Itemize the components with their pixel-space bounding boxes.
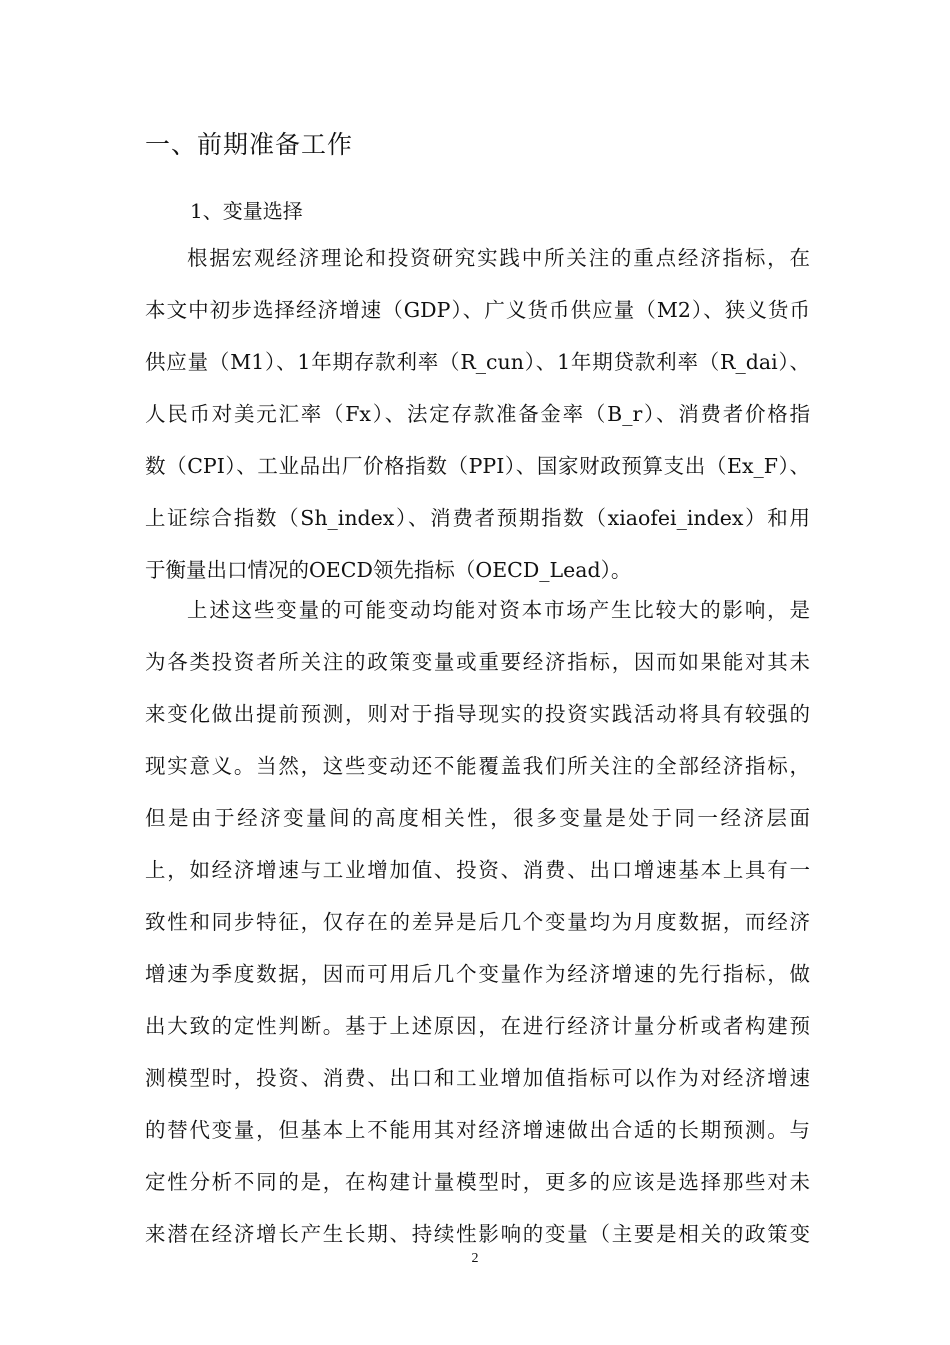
paragraph-line: 人民币对美元汇率（Fx）、法定存款准备金率（B_r）、消费者价格指 xyxy=(145,402,810,426)
page-number: 2 xyxy=(471,1251,479,1266)
paragraph-line: 根据宏观经济理论和投资研究实践中所关注的重点经济指标，在 xyxy=(187,246,810,270)
paragraph-line: 于衡量出口情况的OECD领先指标（OECD_Lead）。 xyxy=(145,558,632,582)
paragraph-line: 上，如经济增速与工业增加值、投资、消费、出口增速基本上具有一 xyxy=(145,858,810,882)
paragraph-line: 来潜在经济增长产生长期、持续性影响的变量（主要是相关的政策变 xyxy=(145,1222,810,1246)
paragraph-line: 出大致的定性判断。基于上述原因，在进行经济计量分析或者构建预 xyxy=(145,1014,810,1038)
section-heading: 一、前期准备工作 xyxy=(145,130,354,159)
paragraph-line: 来变化做出提前预测，则对于指导现实的投资实践活动将具有较强的 xyxy=(145,702,810,726)
paragraph-line: 但是由于经济变量间的高度相关性，很多变量是处于同一经济层面 xyxy=(145,806,810,830)
paragraph-line: 增速为季度数据，因而可用后几个变量作为经济增速的先行指标，做 xyxy=(145,962,810,986)
paragraph-line: 为各类投资者所关注的政策变量或重要经济指标，因而如果能对其未 xyxy=(145,650,810,674)
paragraph-line: 供应量（M1）、1年期存款利率（R_cun）、1年期贷款利率（R_dai）、 xyxy=(145,350,810,374)
paragraph-line: 定性分析不同的是，在构建计量模型时，更多的应该是选择那些对未 xyxy=(145,1170,810,1194)
paragraph-line: 的替代变量，但基本上不能用其对经济增速做出合适的长期预测。与 xyxy=(145,1118,810,1142)
paragraph-line: 测模型时，投资、消费、出口和工业增加值指标可以作为对经济增速 xyxy=(145,1066,810,1090)
paragraph-line: 上证综合指数（Sh_index）、消费者预期指数（xiaofei_index）和用 xyxy=(145,506,810,530)
paragraph-variable-significance xyxy=(145,584,810,1260)
paragraph-line: 致性和同步特征，仅存在的差异是后几个变量均为月度数据，而经济 xyxy=(145,910,810,934)
subsection-heading: 1、变量选择 xyxy=(190,199,303,223)
paragraph-line: 上述这些变量的可能变动均能对资本市场产生比较大的影响，是 xyxy=(187,598,810,622)
paragraph-variable-list xyxy=(145,232,810,596)
paragraph-line: 现实意义。当然，这些变动还不能覆盖我们所关注的全部经济指标， xyxy=(145,754,810,778)
paragraph-line: 数（CPI）、工业品出厂价格指数（PPI）、国家财政预算支出（Ex_F）、 xyxy=(145,454,810,478)
paragraph-line: 本文中初步选择经济增速（GDP）、广义货币供应量（M2）、狭义货币 xyxy=(145,298,810,322)
